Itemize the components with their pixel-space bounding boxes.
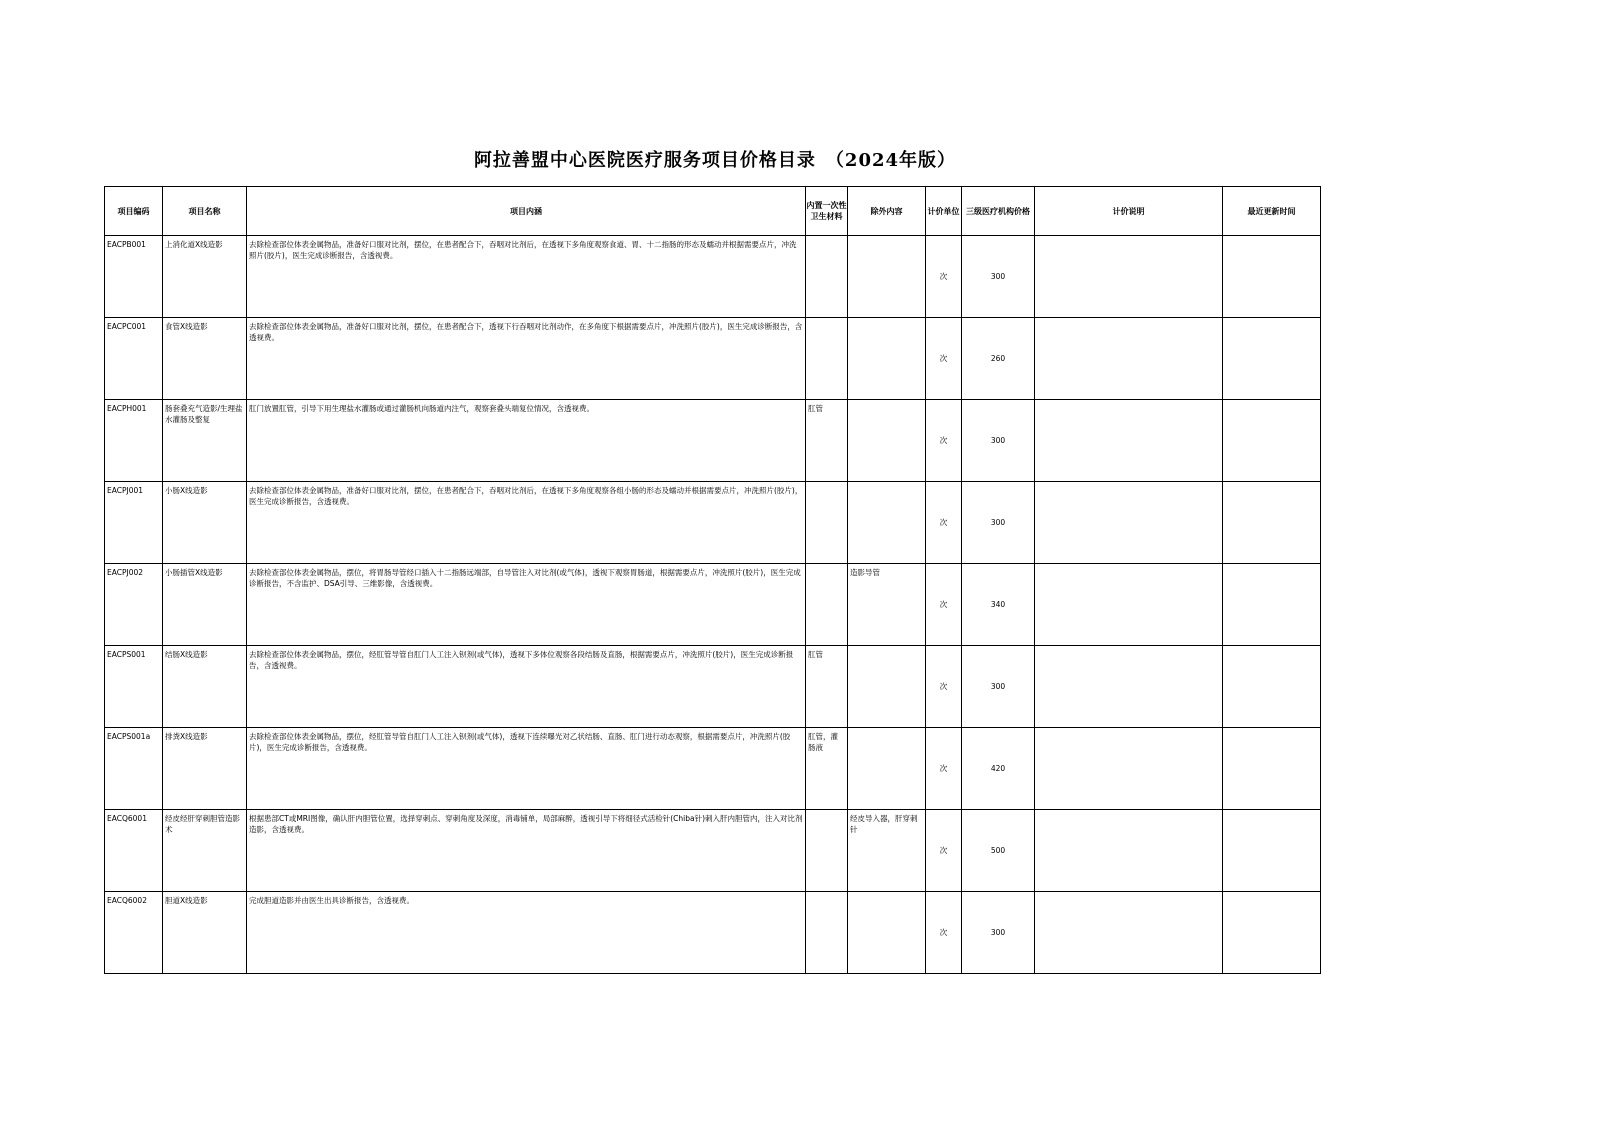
cell-name: 经皮经肝穿刺胆管造影术 (163, 810, 247, 892)
table-row (105, 318, 1321, 400)
cell-unit: 次 (926, 318, 962, 400)
cell-note (1035, 728, 1223, 810)
cell-excluded (848, 236, 926, 318)
cell-code: EACPS001a (105, 728, 163, 810)
cell-disposable (806, 482, 848, 564)
cell-excluded: 造影导管 (848, 564, 926, 646)
cell-content: 根据患部CT或MRI图像，确认肝内胆管位置，选择穿刺点、穿刺角度及深度，消毒铺单，局部麻醉，透视引导下将细径式活检针(Chiba针)刺入肝内胆管内，注入对比剂造影，含透视费。 (247, 810, 806, 892)
cell-updated (1223, 810, 1321, 892)
header-updated: 最近更新时间 (1223, 187, 1321, 236)
cell-price: 300 (962, 400, 1035, 482)
cell-unit: 次 (926, 482, 962, 564)
cell-disposable (806, 564, 848, 646)
cell-note (1035, 646, 1223, 728)
cell-note (1035, 482, 1223, 564)
cell-unit: 次 (926, 236, 962, 318)
cell-note (1035, 564, 1223, 646)
cell-name: 小肠插管X线造影 (163, 564, 247, 646)
cell-unit: 次 (926, 564, 962, 646)
cell-name: 肠套叠充气造影/生理盐水灌肠及整复 (163, 400, 247, 482)
page-title: 阿拉善盟中心医院医疗服务项目价格目录 （2024年版） (473, 150, 957, 171)
cell-excluded (848, 318, 926, 400)
cell-content: 去除检查部位体表金属物品，摆位，经肛管导管自肛门人工注入钡剂(或气体)，透视下多体位观察各段结肠及直肠，根据需要点片，冲洗照片(胶片)，医生完成诊断报告，含透视费。 (247, 646, 806, 728)
cell-price: 300 (962, 236, 1035, 318)
cell-excluded (848, 892, 926, 974)
cell-unit: 次 (926, 810, 962, 892)
cell-disposable (806, 892, 848, 974)
cell-code: EACPB001 (105, 236, 163, 318)
price-table (104, 186, 1321, 974)
cell-unit: 次 (926, 728, 962, 810)
cell-content: 去除检查部位体表金属物品，准备好口服对比剂，摆位，在患者配合下，吞咽对比剂后，在透视下多角度观察各组小肠的形态及蠕动并根据需要点片，冲洗照片(胶片)，医生完成诊断报告，含透视费。 (247, 482, 806, 564)
table-row (105, 728, 1321, 810)
header-content: 项目内涵 (247, 187, 806, 236)
cell-note (1035, 236, 1223, 318)
cell-updated (1223, 482, 1321, 564)
cell-content: 完成胆道造影并由医生出具诊断报告，含透视费。 (247, 892, 806, 974)
cell-updated (1223, 728, 1321, 810)
cell-price: 500 (962, 810, 1035, 892)
cell-updated (1223, 236, 1321, 318)
cell-excluded (848, 646, 926, 728)
cell-code: EACPS001 (105, 646, 163, 728)
table-row (105, 646, 1321, 728)
table-row (105, 564, 1321, 646)
cell-updated (1223, 318, 1321, 400)
cell-price: 260 (962, 318, 1035, 400)
cell-name: 上消化道X线造影 (163, 236, 247, 318)
cell-code: EACQ6001 (105, 810, 163, 892)
header-disposable: 内置一次性卫生材料 (806, 187, 848, 236)
header-excluded: 除外内容 (848, 187, 926, 236)
cell-updated (1223, 564, 1321, 646)
cell-code: EACPJ001 (105, 482, 163, 564)
cell-excluded (848, 400, 926, 482)
cell-excluded (848, 482, 926, 564)
cell-price: 340 (962, 564, 1035, 646)
cell-name: 结肠X线造影 (163, 646, 247, 728)
cell-disposable (806, 318, 848, 400)
cell-unit: 次 (926, 400, 962, 482)
table-row (105, 810, 1321, 892)
cell-code: EACPJ002 (105, 564, 163, 646)
cell-name: 食管X线造影 (163, 318, 247, 400)
cell-disposable: 肛管，灌肠液 (806, 728, 848, 810)
table-header-row (105, 187, 1321, 236)
cell-price: 300 (962, 892, 1035, 974)
cell-content: 去除检查部位体表金属物品，摆位，经肛管导管自肛门人工注入钡剂(或气体)，透视下连续曝光对乙状结肠、直肠、肛门进行动态观察，根据需要点片，冲洗照片(胶片)，医生完成诊断报告，含透视费。 (247, 728, 806, 810)
table-row (105, 892, 1321, 974)
cell-unit: 次 (926, 646, 962, 728)
cell-content: 肛门放置肛管，引导下用生理盐水灌肠或通过灌肠机向肠道内注气，观察套叠头端复位情况，含透视费。 (247, 400, 806, 482)
cell-code: EACPH001 (105, 400, 163, 482)
header-note: 计价说明 (1035, 187, 1223, 236)
table-row (105, 482, 1321, 564)
cell-note (1035, 810, 1223, 892)
cell-code: EACPC001 (105, 318, 163, 400)
cell-disposable (806, 810, 848, 892)
cell-disposable: 肛管 (806, 646, 848, 728)
cell-note (1035, 892, 1223, 974)
cell-price: 300 (962, 646, 1035, 728)
cell-name: 胆道X线造影 (163, 892, 247, 974)
cell-price: 420 (962, 728, 1035, 810)
cell-name: 排粪X线造影 (163, 728, 247, 810)
header-price: 三级医疗机构价格 (962, 187, 1035, 236)
cell-disposable (806, 236, 848, 318)
cell-note (1035, 318, 1223, 400)
cell-content: 去除检查部位体表金属物品，准备好口服对比剂，摆位，在患者配合下，吞咽对比剂后，在透视下多角度观察食道、胃、十二指肠的形态及蠕动并根据需要点片，冲洗照片(胶片)，医生完成诊断报告，含透视费。 (247, 236, 806, 318)
cell-content: 去除检查部位体表金属物品，准备好口服对比剂，摆位，在患者配合下，透视下行吞咽对比剂动作，在多角度下根据需要点片，冲洗照片(胶片)，医生完成诊断报告，含透视费。 (247, 318, 806, 400)
cell-note (1035, 400, 1223, 482)
cell-excluded: 经皮导入器，肝穿刺针 (848, 810, 926, 892)
header-name: 项目名称 (163, 187, 247, 236)
cell-content: 去除检查部位体表金属物品，摆位，将胃肠导管经口插入十二指肠远端部，自导管注入对比剂(或气体)，透视下观察胃肠道，根据需要点片，冲洗照片(胶片)，医生完成诊断报告，不含监护、DSA引导、三维影像，含透视费。 (247, 564, 806, 646)
cell-price: 300 (962, 482, 1035, 564)
header-code: 项目编码 (105, 187, 163, 236)
cell-updated (1223, 646, 1321, 728)
cell-excluded (848, 728, 926, 810)
cell-name: 小肠X线造影 (163, 482, 247, 564)
table-row (105, 236, 1321, 318)
cell-updated (1223, 892, 1321, 974)
table-row (105, 400, 1321, 482)
cell-disposable: 肛管 (806, 400, 848, 482)
cell-code: EACQ6002 (105, 892, 163, 974)
cell-unit: 次 (926, 892, 962, 974)
header-unit: 计价单位 (926, 187, 962, 236)
cell-updated (1223, 400, 1321, 482)
